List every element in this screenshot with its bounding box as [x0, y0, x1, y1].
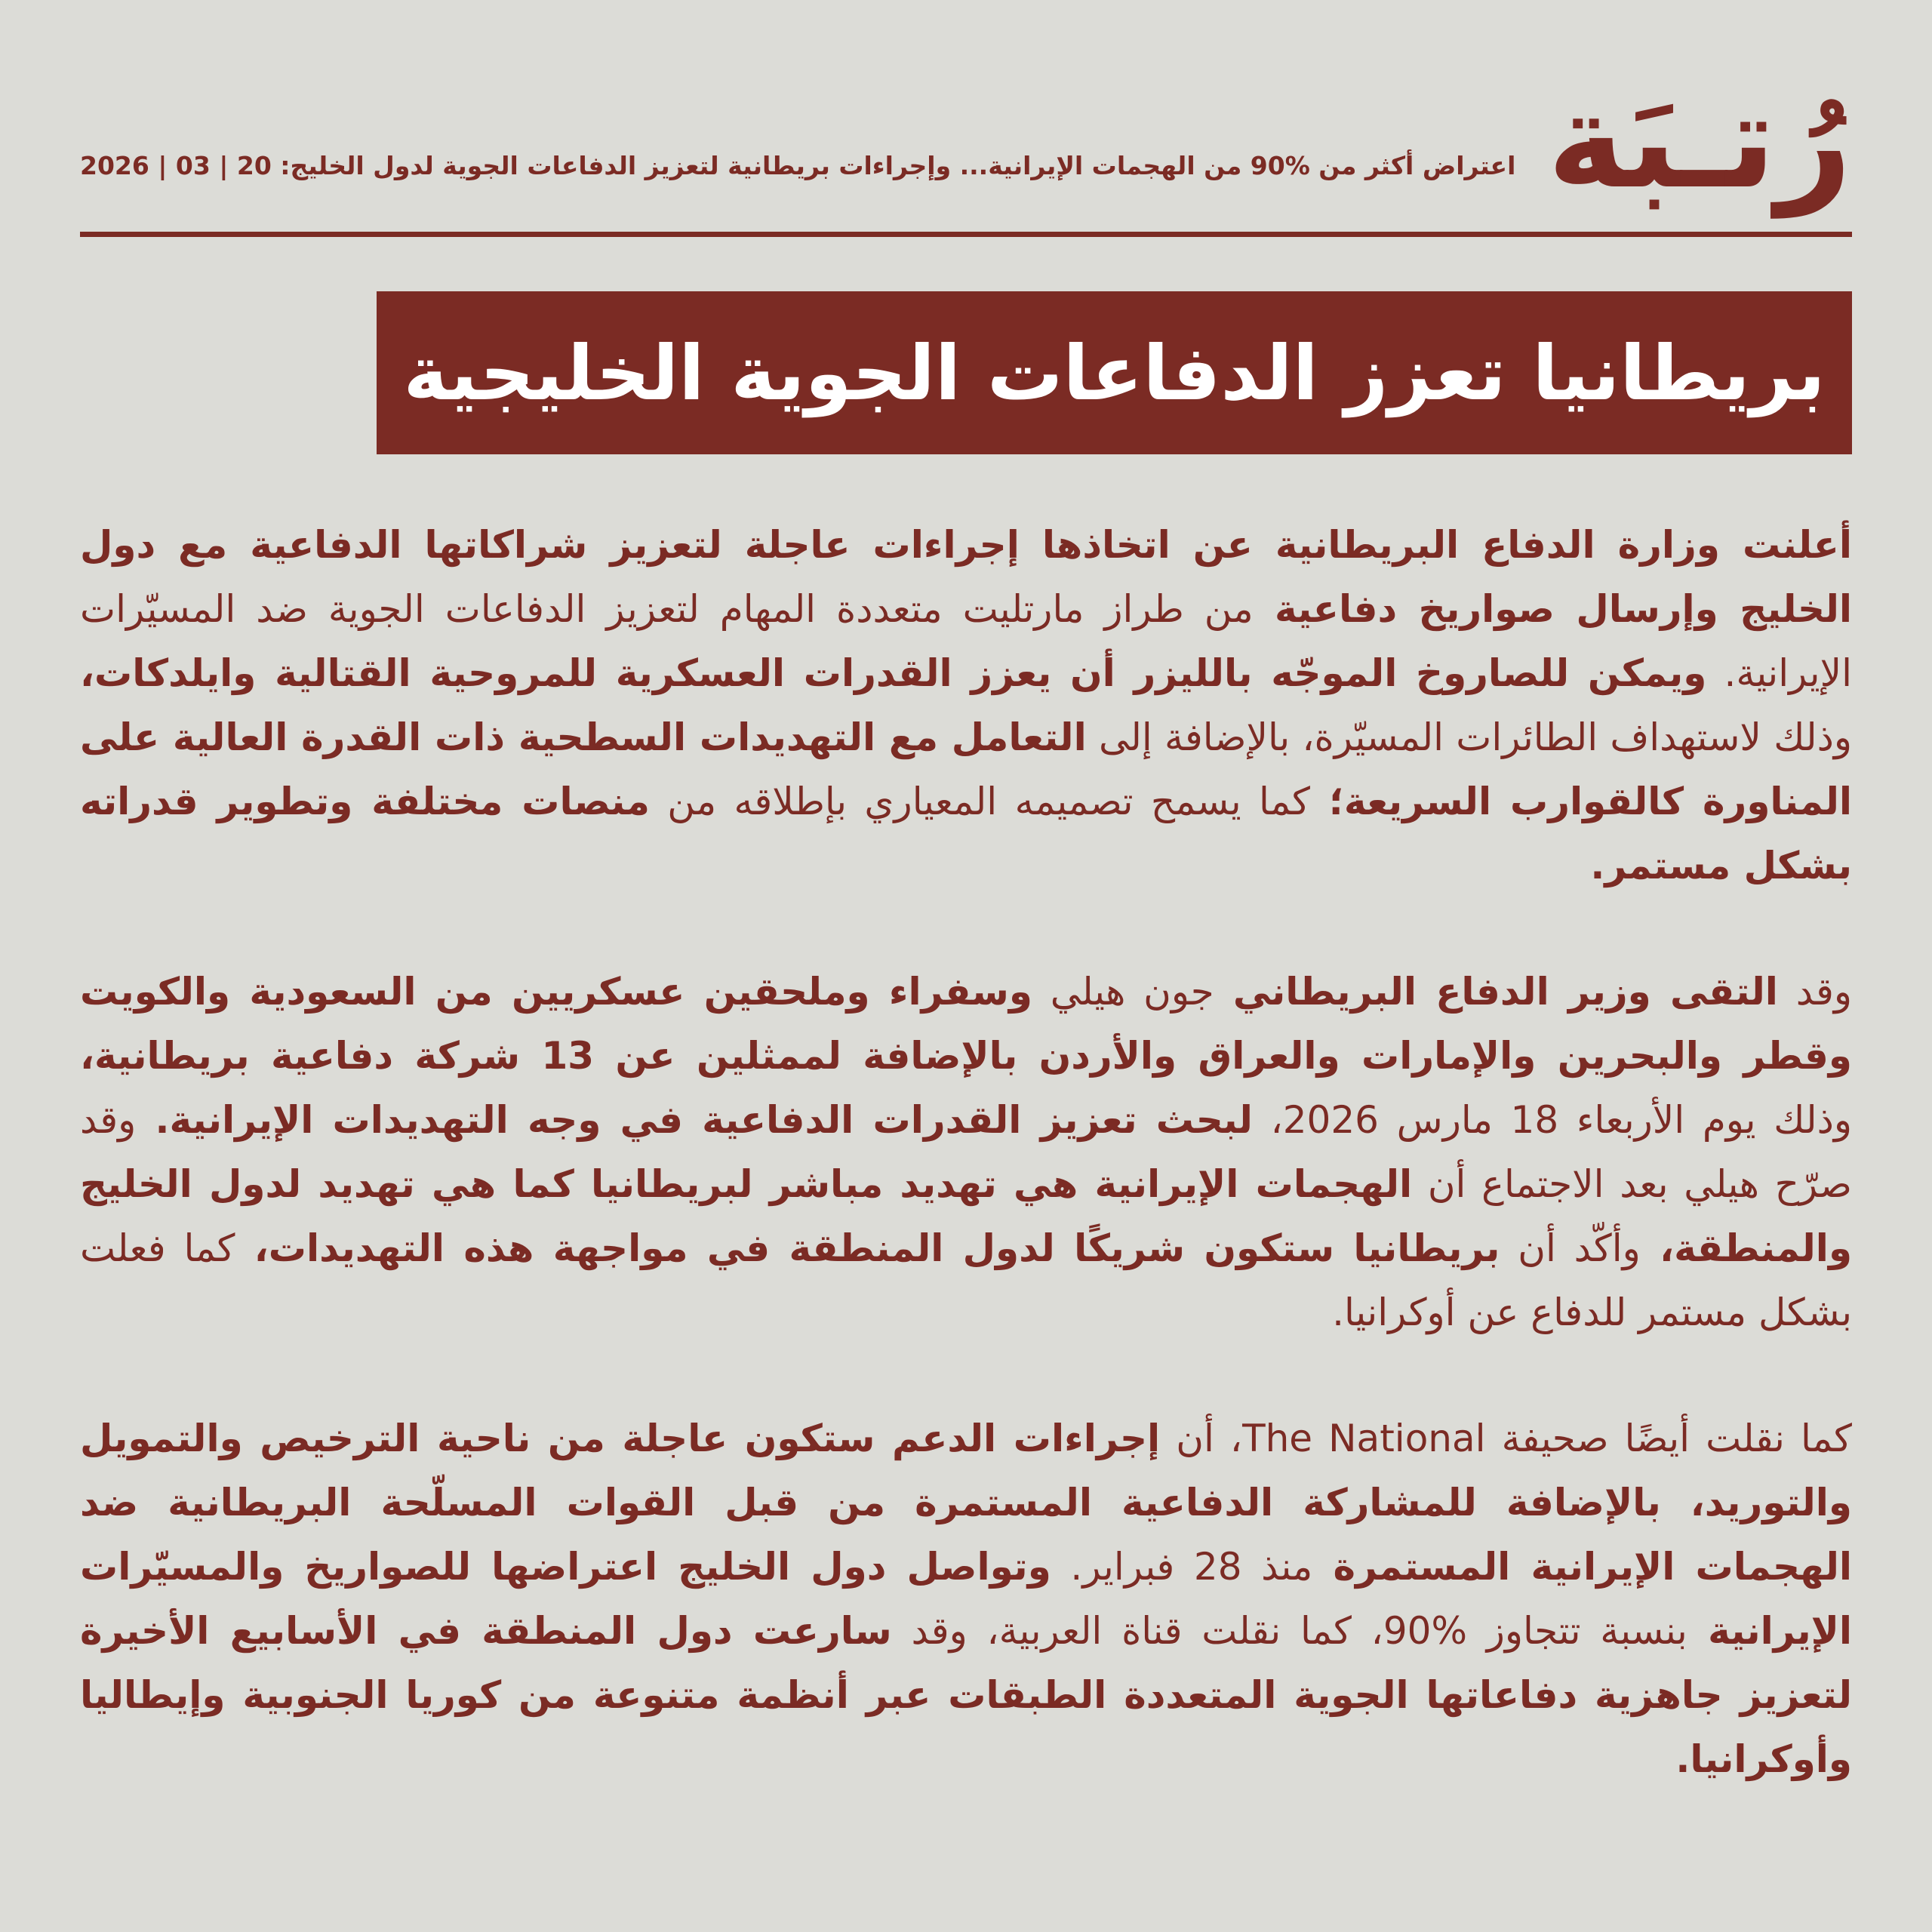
text-segment: منذ 28 فبراير.	[1051, 1545, 1313, 1589]
text-segment: وقد صرّح هيلي بعد الاجتماع أن	[80, 1098, 1852, 1206]
article-paragraph	[80, 1407, 1852, 1792]
bold-text-segment: التقى وزير الدفاع البريطاني	[1214, 970, 1778, 1014]
text-segment: وقد	[1777, 970, 1852, 1014]
text-segment: كما نقلت أيضًا صحيفة The National، أن	[1160, 1417, 1852, 1460]
masthead-tagline: اعتراض أكثر من %90 من الهجمات الإيرانية... وإجراءات بريطانية لتعزيز الدفاعات الجوية لدول الخليج: 20 | 03 | 2026	[80, 151, 1516, 180]
text-segment: وذلك يوم الأربعاء 18 مارس 2026،	[1252, 1098, 1853, 1142]
bold-text-segment: سارعت دول المنطقة في الأسابيع الأخيرة لتعزيز جاهزية دفاعاتها الجوية المتعددة الطبقات عبر أنظمة متنوعة من كوريا الجنوبية وإيطاليا وأوكرانيا.	[80, 1609, 1852, 1781]
article-body	[80, 513, 1852, 1792]
bold-text-segment: لبحث تعزيز القدرات الدفاعية في وجه التهديدات الإيرانية.	[136, 1098, 1253, 1142]
text-segment: كما فعلت بشكل مستمر للدفاع عن أوكرانيا.	[80, 1226, 1852, 1334]
text-segment: وأكّد أن	[1500, 1226, 1641, 1270]
bold-text-segment: الهجمات الإيرانية هي تهديد مباشر لبريطانيا كما هي تهديد لدول الخليج والمنطقة،	[80, 1162, 1853, 1270]
masthead	[80, 65, 1852, 218]
rutba-logo: رُتـبَة	[1547, 65, 1852, 218]
text-segment: كما يسمح تصميمه المعياري بإطلاقه من	[649, 780, 1310, 823]
bold-text-segment: إجراءات الدعم ستكون عاجلة من ناحية الترخيص والتمويل والتوريد، بالإضافة للمشاركة الدفاعية المستمرة من قبل القوات المسلّحة البريطانية ضد الهجمات الإيرانية المستمرة	[80, 1417, 1852, 1589]
bold-text-segment: بريطانيا ستكون شريكًا لدول المنطقة في مواجهة هذه التهديدات،	[235, 1226, 1500, 1270]
text-segment: من طراز مارتليت متعددة المهام لتعزيز الدفاعات الجوية ضد المسيّرات الإيرانية.	[80, 587, 1853, 695]
text-segment: جون هيلي	[1032, 970, 1214, 1014]
bold-text-segment: ويمكن للصاروخ الموجّه بالليزر أن يعزز القدرات العسكرية للمروحية القتالية وايلدكات،	[80, 651, 1707, 695]
bold-text-segment: وسفراء وملحقين عسكريين من السعودية والكويت وقطر والبحرين والإمارات والعراق والأردن بالإضافة لممثلين عن 13 شركة دفاعية بريطانية،	[80, 970, 1852, 1078]
headline-banner	[377, 291, 1852, 454]
bold-text-segment: منصات مختلفة وتطوير قدراته بشكل مستمر.	[80, 780, 1852, 888]
article-paragraph	[80, 513, 1852, 898]
text-segment: وذلك لاستهداف الطائرات المسيّرة، بالإضافة إلى	[1086, 715, 1852, 759]
divider-rule	[80, 232, 1852, 237]
bold-text-segment: التعامل مع التهديدات السطحية ذات القدرة العالية على المناورة كالقوارب السريعة؛	[80, 715, 1853, 823]
headline-title: بريطانيا تعزز الدفاعات الجوية الخليجية	[403, 328, 1826, 417]
bold-text-segment: أعلنت وزارة الدفاع البريطانية عن اتخاذها إجراءات عاجلة لتعزيز شراكاتها الدفاعية مع دول الخليج وإرسال صواريخ دفاعية	[80, 523, 1853, 631]
article-paragraph	[80, 960, 1852, 1345]
bold-text-segment: وتواصل دول الخليج اعتراضها للصواريخ والمسيّرات الإيرانية	[80, 1545, 1853, 1653]
text-segment: بنسبة تتجاوز %90، كما نقلت قناة العربية، وقد	[891, 1609, 1687, 1653]
